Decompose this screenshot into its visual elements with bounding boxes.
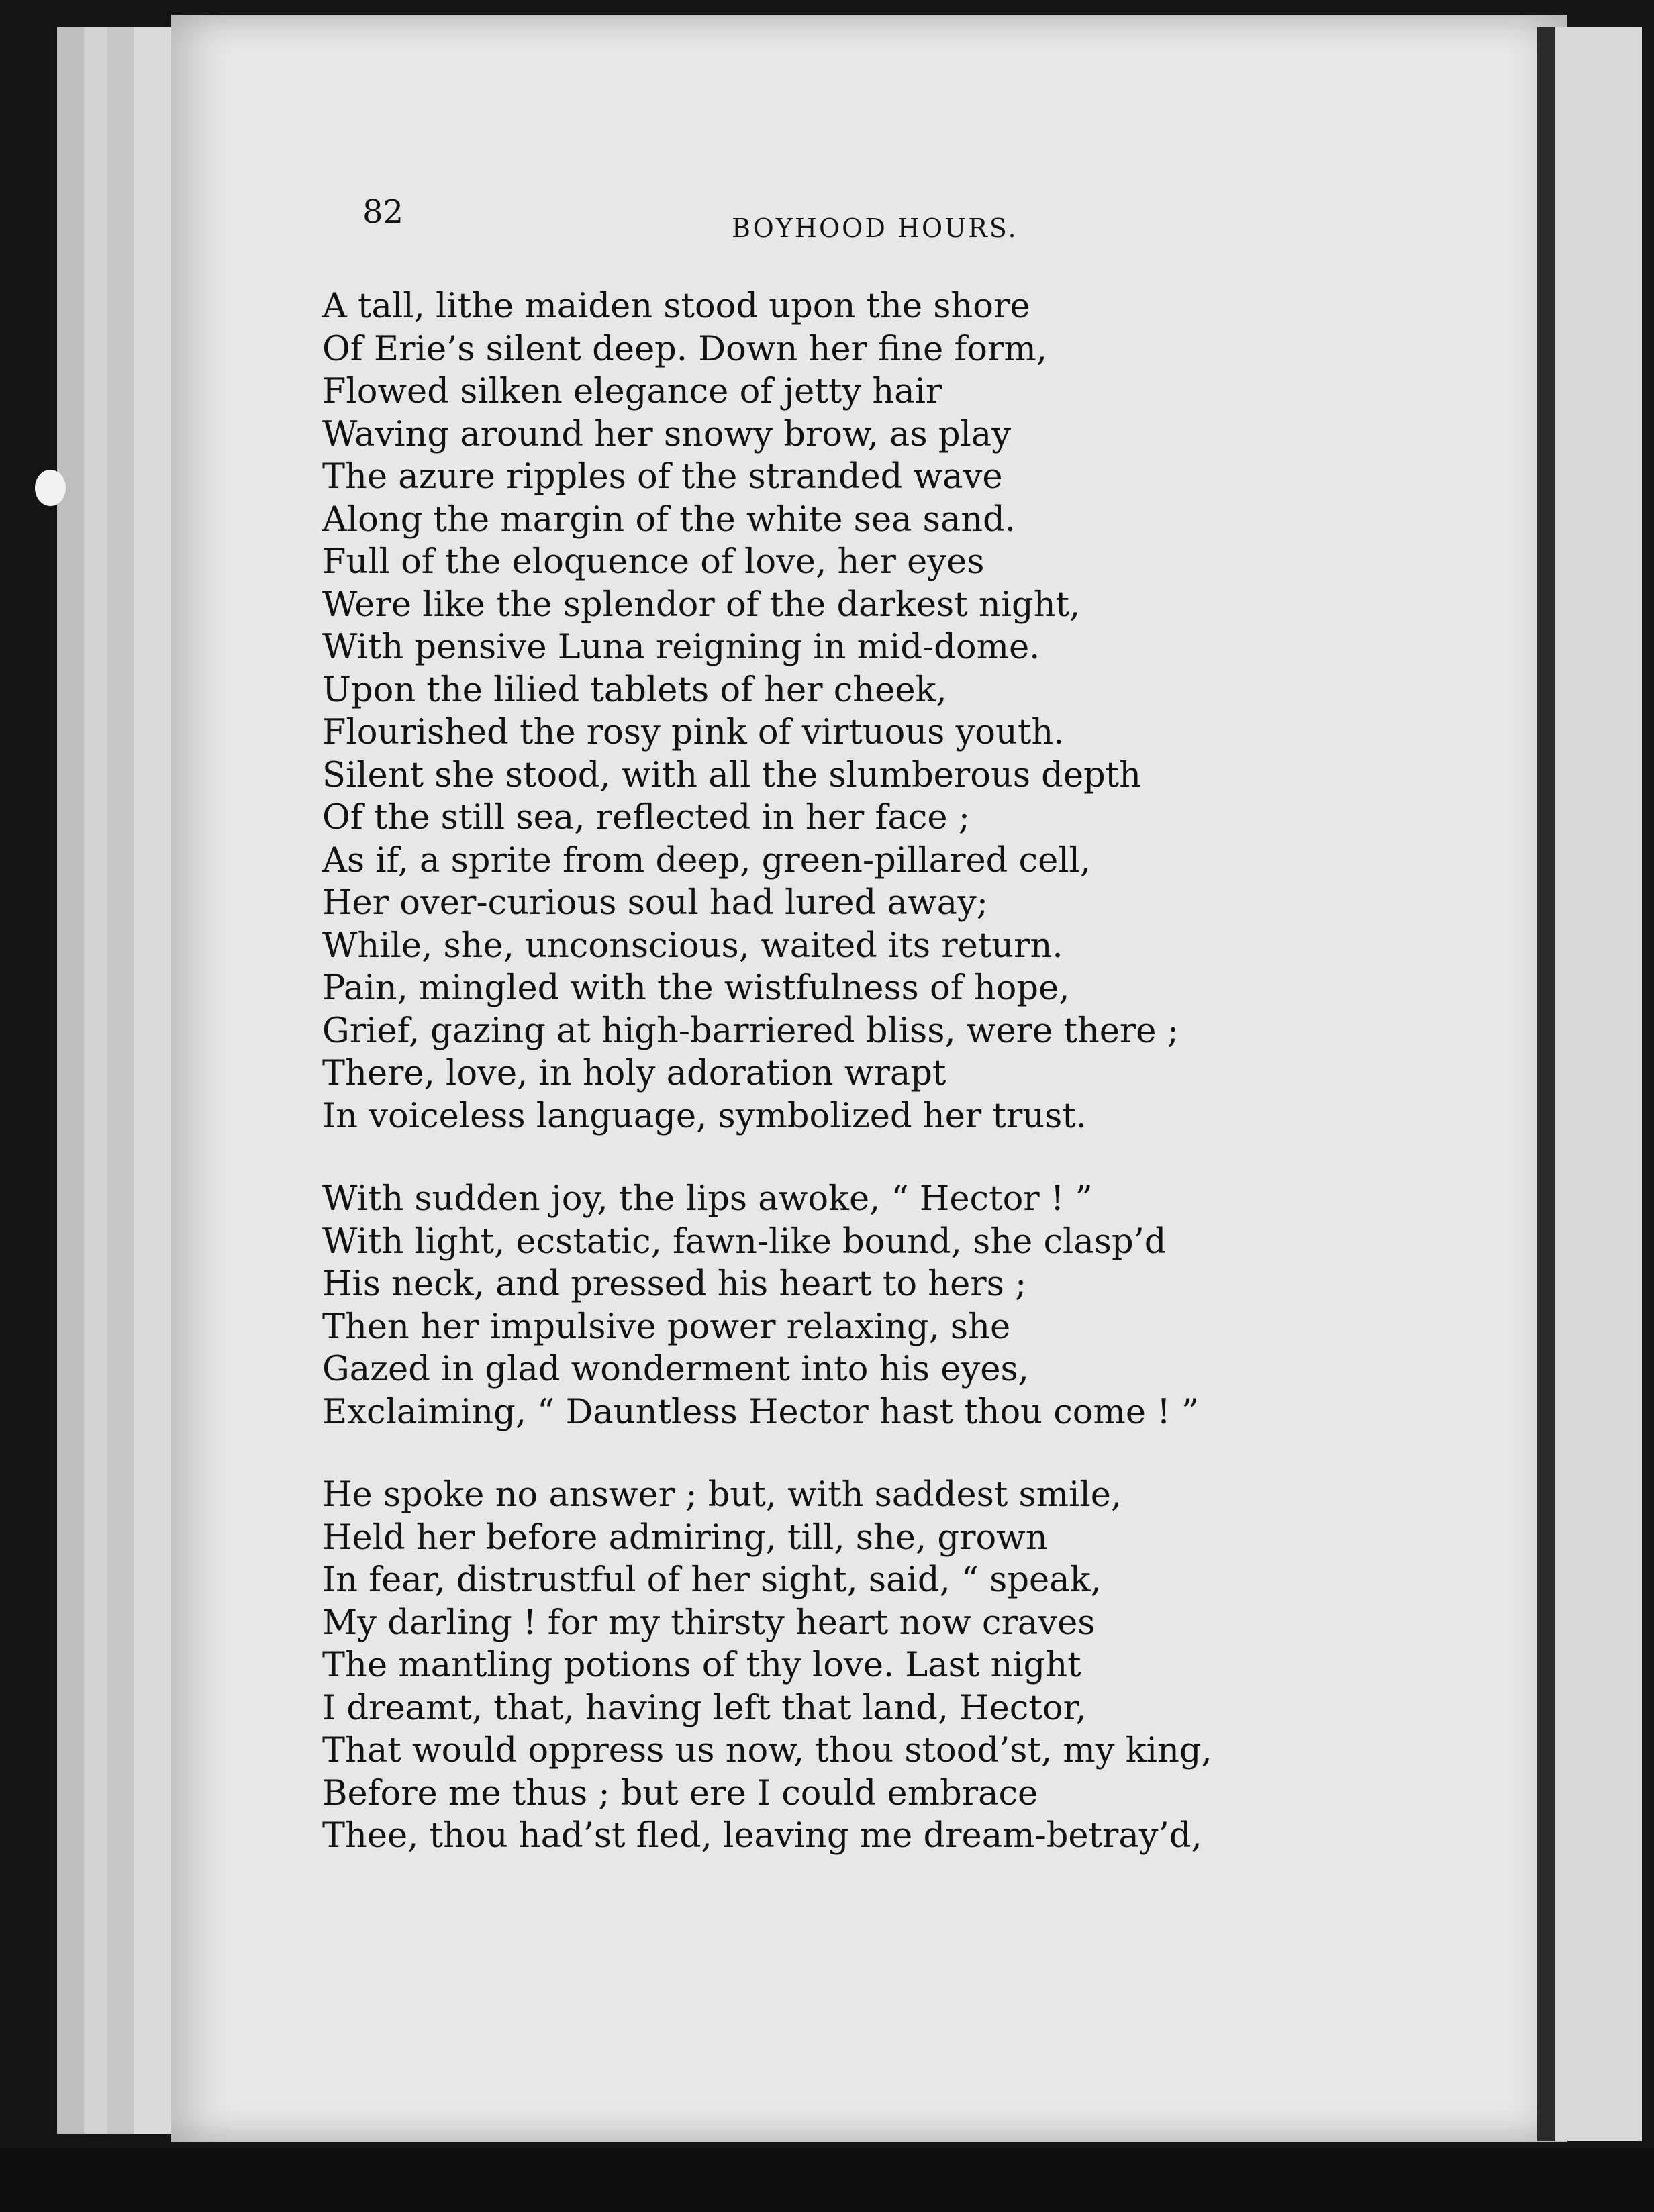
stanza — [322, 1474, 1497, 1858]
poem-line: Grief, gazing at high-barriered bliss, were there ; — [322, 1011, 1179, 1051]
poem-line: Silent she stood, with all the slumberous depth — [322, 755, 1141, 795]
poem-line: Her over-curious soul had lured away; — [322, 883, 988, 923]
poem-line: Were like the splendor of the darkest night, — [322, 585, 1081, 625]
poem-line: In fear, distrustful of her sight, said, “ speak, — [322, 1560, 1102, 1600]
poem-line: With pensive Luna reigning in mid-dome. — [322, 627, 1040, 667]
poem-line: Thee, thou had’st fled, leaving me dream-betray’d, — [322, 1816, 1202, 1856]
page-edge — [134, 27, 177, 2134]
page-edge — [84, 27, 109, 2134]
poem-line: With sudden joy, the lips awoke, “ Hector ! ” — [322, 1179, 1093, 1219]
poem-line: Upon the lilied tablets of her cheek, — [322, 670, 947, 710]
poem-line: The mantling potions of thy love. Last night — [322, 1646, 1081, 1685]
poem-line: There, love, in holy adoration wrapt — [322, 1054, 946, 1093]
poem-line: That would oppress us now, thou stood’st, my king, — [322, 1731, 1212, 1770]
poem-line: Flourished the rosy pink of virtuous youth. — [322, 713, 1065, 752]
facing-page-edge — [1555, 27, 1642, 2141]
poem-line: While, she, unconscious, waited its return. — [322, 925, 1063, 966]
poem-line: His neck, and pressed his heart to hers ; — [322, 1264, 1027, 1304]
page-edge — [57, 27, 86, 2134]
poem-line: He spoke no answer ; but, with saddest smile, — [322, 1475, 1122, 1515]
poem-line: Held her before admiring, till, she, grown — [322, 1517, 1048, 1558]
poem-line: Waving around her snowy brow, as play — [322, 414, 1012, 454]
poem-line: Along the margin of the white sea sand. — [322, 499, 1016, 540]
stanza-break — [322, 1138, 1497, 1178]
poem-line: Before me thus ; but ere I could embrace — [322, 1773, 1038, 1813]
poem-line: Then her impulsive power relaxing, she — [322, 1307, 1011, 1347]
poem-text — [322, 285, 1497, 1858]
poem-line: Full of the eloquence of love, her eyes — [322, 542, 985, 582]
poem-line: Of the still sea, reflected in her face ; — [322, 798, 970, 838]
poem-line: With light, ecstatic, fawn-like bound, she clasp’d — [322, 1221, 1167, 1262]
book-gutter — [1537, 27, 1555, 2141]
poem-line: Pain, mingled with the wistfulness of hope, — [322, 968, 1070, 1008]
poem-line: A tall, lithe maiden stood upon the shore — [322, 287, 1030, 326]
poem-line: Flowed silken elegance of jetty hair — [322, 372, 942, 411]
stanza — [322, 1178, 1497, 1434]
page-edge — [107, 27, 136, 2134]
scan-blemish — [35, 470, 66, 506]
poem-line: The azure ripples of the stranded wave — [322, 457, 1003, 497]
poem-line: My darling ! for my thirsty heart now craves — [322, 1603, 1096, 1643]
poem-line: Of Erie’s silent deep. Down her fine form, — [322, 329, 1047, 369]
poem-line: I dreamt, that, having left that land, Hector, — [322, 1688, 1087, 1728]
poem-line: Exclaiming, “ Dauntless Hector hast thou come ! ” — [322, 1392, 1200, 1432]
stanza — [322, 285, 1497, 1138]
page-number: 82 — [362, 193, 404, 231]
poem-line: As if, a sprite from deep, green-pillared cell, — [322, 840, 1091, 881]
scan-border — [0, 2148, 1654, 2212]
stanza-break — [322, 1434, 1497, 1474]
running-title: BOYHOOD HOURS. — [732, 213, 1018, 243]
poem-line: Gazed in glad wonderment into his eyes, — [322, 1350, 1029, 1389]
poem-line: In voiceless language, symbolized her trust. — [322, 1096, 1087, 1136]
